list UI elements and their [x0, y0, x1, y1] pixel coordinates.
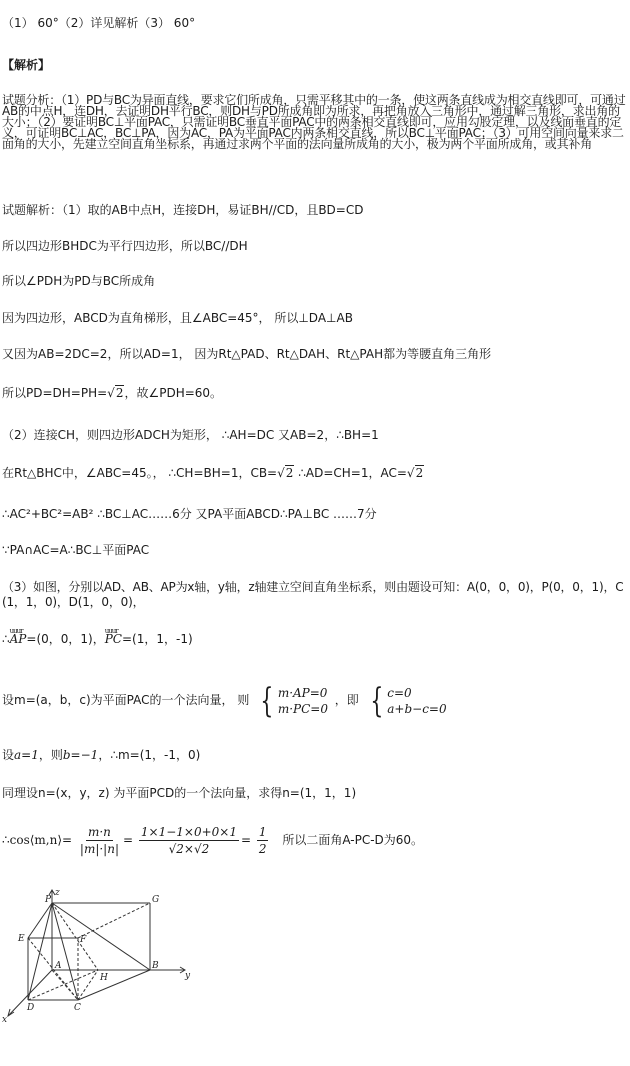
solution-step-13: [2, 680, 626, 721]
solution-step-5: 又因为AB=2DC=2，所以AD=1， 因为Rt△PAD、Rt△DAH、Rt△PAH都为等腰直角三角形: [2, 347, 492, 361]
solution-step-16: ∴cos⟨m,n⟩= $\frac{m\cdot n}{|m|\cdot|n|}$ = $\frac{1\times 1-1\times 0+0\times 1}{√2\times√2}$ = $\frac{1}{2}$ 所以二面角A-PC-D为60。: [2, 825, 424, 856]
solution-step-6: [2, 386, 626, 400]
vector-ap: uuur AP: [10, 632, 27, 646]
label-y: y: [185, 971, 191, 981]
solution-step-8: [2, 466, 626, 480]
geometry-figure: [0, 888, 210, 1028]
section-title: 【解析】: [2, 58, 51, 72]
system2-eq2: a+b−c=0: [387, 701, 447, 716]
label-g: G: [152, 895, 160, 905]
sqrt-radicand: 2: [285, 466, 294, 480]
fraction-denominator: |m|·|n|: [79, 842, 119, 856]
cosine-expression: ∴cos⟨m,n⟩=: [2, 833, 73, 847]
step14-text-c: ，则: [38, 748, 63, 762]
sqrt-radicand: 2: [115, 386, 124, 400]
fraction-numerator: m·n: [87, 825, 111, 839]
sqrt-radicand: 2: [415, 466, 424, 480]
analysis-paragraph: 试题分析：（1）PD与BC为异面直线，要求它们所成角，只需平移其中的一条，使这两条直线成为相交直线即可，可通过AB的中点H，连DH，去证明DH平行BC，则DH与PD所成角即为所求，再把角放入三角形中，通过解三角形，求出角的大小；（2）要证明BC⊥平面PAC，只需证明BC垂直平面PAC中的两条相交直线即可，应用勾股定理，以及线面垂直的定义，可证明BC⊥AC，BC⊥PA，因为AC，PA为平面PAC内两条相交直线，所以BC⊥平面PAC；（3）可用空间向量来求二面角的大小，先建立空间直角坐标系，再通过求两个平面的法向量所成角的大小，极为两个平面所成角，或其补角: [2, 93, 626, 151]
solution-step-14: [2, 748, 626, 762]
solution-step-4: 因为四边形，ABCD为直角梯形，且∠ABC=45°， 所以⊥DA⊥AB: [2, 311, 353, 325]
segment-pd: [28, 903, 52, 1000]
label-p: P: [45, 895, 52, 905]
label-h: H: [100, 973, 108, 983]
label-c: C: [74, 1003, 81, 1013]
fraction-numerator: 1: [258, 825, 267, 839]
step14-text-e: ，∴m=(1，-1，0): [98, 748, 201, 762]
sqrt-2: √2: [107, 386, 124, 400]
label-a: A: [55, 961, 62, 971]
fraction-denominator: 2: [258, 842, 267, 856]
vector-pc: uuur PC: [105, 632, 122, 646]
solution-step-1: 试题解析：（1）取的AB中点H，连接DH，易证BH//CD，且BD=CD: [2, 203, 364, 217]
step6-text-a: 所以PD=DH=PH=: [2, 386, 108, 400]
label-f: F: [80, 935, 87, 945]
equation-system-2: [366, 680, 447, 721]
system2-eq1: c=0: [387, 685, 412, 700]
solution-step-3: 所以∠PDH为PD与BC所成角: [2, 274, 156, 288]
solution-step-12: [2, 632, 626, 646]
system1-eq1: m·AP=0: [277, 685, 328, 700]
step12-text-b: =(0，0，1)，: [26, 632, 105, 646]
segment-pb: [52, 903, 150, 970]
edge-cb: [78, 970, 150, 1000]
step14-a-eq: a=1: [14, 748, 39, 762]
solution-step-9: ∴AC²+BC²=AB² ∴BC⊥AC……6分 又PA平面ABCD∴PA⊥BC ……7分: [2, 507, 377, 521]
system1-eq2: m·PC=0: [277, 701, 328, 716]
step12-text-c: =(1，1，-1): [121, 632, 193, 646]
answer-line: （1） 60°（2）详见解析（3） 60°: [2, 16, 196, 30]
sqrt-2-ac: √2: [406, 466, 424, 480]
edge-pe: [28, 903, 52, 938]
label-e: E: [18, 934, 25, 944]
step8-text-a: 在Rt△BHC中，∠ABC=45。， ∴CH=BH=1，CB=: [2, 466, 278, 480]
step6-text-b: ，故∠PDH=60。: [124, 386, 223, 400]
solution-step-10: ∵PA∩AC=A∴BC⊥平面PAC: [2, 543, 150, 557]
solution-step-7: （2）连接CH，则四边形ADCH为矩形， ∴AH=DC 又AB=2，∴BH=1: [2, 428, 379, 442]
step8-text-b: ∴AD=CH=1，AC=: [294, 466, 407, 480]
step14-text-a: 设: [2, 748, 15, 762]
step13-text-a: 设m=(a，b，c)为平面PAC的一个法向量， 则: [2, 693, 250, 707]
solution-step-11: （3）如图，分别以AD、AB、AP为x轴，y轴，z轴建立空间直角坐标系，则由题设可知：A(0，0，0)，P(0，0，1)，C(1，1，0)，D(1，0，0)，: [2, 580, 624, 609]
label-x: x: [2, 1015, 8, 1025]
step16-conclusion: 所以二面角A-PC-D为60。: [282, 833, 424, 847]
label-b: B: [152, 961, 159, 971]
equation-system-1: [256, 680, 328, 721]
segment-ph: [52, 903, 98, 970]
step13-text-b: ，即: [334, 693, 359, 707]
label-d: D: [27, 1003, 35, 1013]
fraction-mn: [78, 825, 121, 856]
sqrt-2-cb: √2: [277, 466, 294, 480]
fraction-denominator: √2×√2: [168, 842, 210, 856]
label-z: z: [55, 888, 60, 898]
solution-step-15: 同理设n=(x，y，z) 为平面PCD的一个法向量，求得n=(1，1，1): [2, 786, 357, 800]
brace-icon: {: [369, 680, 383, 721]
step14-b-eq: b=−1: [62, 748, 99, 762]
fraction-half: [257, 825, 269, 856]
solution-step-2: 所以四边形BHDC为平行四边形，所以BC//DH: [2, 239, 248, 253]
fraction-numerator: 1×1−1×0+0×1: [140, 825, 237, 839]
brace-icon: {: [260, 680, 274, 721]
therefore-symbol: ∴: [2, 632, 10, 646]
fraction-values: [139, 825, 239, 856]
edge-fg: [78, 903, 150, 938]
